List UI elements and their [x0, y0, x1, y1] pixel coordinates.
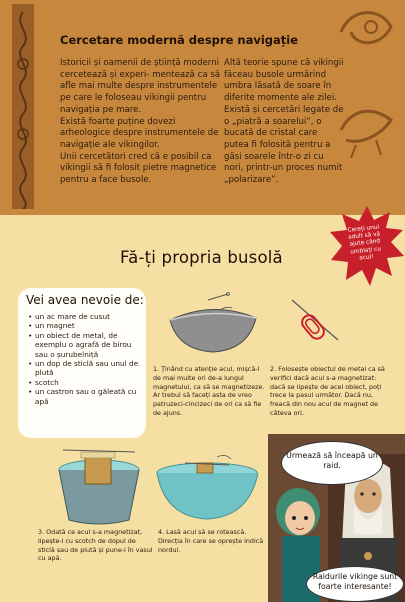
warning-text: Cereți unui adult să vă ajute când umblați cu acul!	[347, 224, 382, 262]
list-item: • un magnet	[28, 321, 144, 330]
research-paragraph: Există și cercetări legate de o „piatră a soarelui”, o bucată de cristal care putea fi folosită pentru a găsi soarele într-o zi cu nori, printr-un proces numit „polarizare”.	[224, 104, 344, 186]
bucket-cork-illustration	[55, 440, 143, 526]
carved-pillar-icon	[8, 4, 38, 209]
list-item: • un obiect de metal, de exemplu o agrafă de birou sau o șurubelniță	[28, 331, 144, 359]
speech-bubble-bottom: Raidurile vikinge sunt foarte interesante!	[306, 566, 404, 602]
speech-bubble-top: Urmează să înceapă un raid.	[281, 441, 383, 485]
step-1-text: 1. Ținând cu atenție acul, mișcă-l de mai multe ori de-a lungul magnetului, ca să se magnetizeze. Ar trebui să faceți asta de vreo patruzeci-cincizeci de ori ca să fie de ajuns.	[153, 365, 265, 417]
compass-title: Fă-ți propria busolă	[120, 248, 283, 267]
list-item: • scotch	[28, 378, 144, 387]
paperclip-needle-illustration	[288, 296, 343, 344]
research-panel	[0, 0, 405, 215]
magnet-needle-illustration	[168, 290, 258, 358]
materials-list	[28, 312, 144, 406]
list-item: • un castron sau o găleată cu apă	[28, 387, 144, 406]
step-3-text: 3. Odată ce acul s-a magnetizat, lipește-l cu scotch de dopul de sticlă sau de plută și pune-l în vasul cu apă.	[38, 528, 153, 563]
list-item: • un ac mare de cusut	[28, 312, 144, 321]
research-title: Cercetare modernă despre navigație	[60, 33, 298, 47]
materials-card	[18, 288, 146, 438]
step-4-text: 4. Lasă acul să se rotească. Direcția în care se oprește indică nordul.	[158, 528, 264, 554]
research-paragraph: Există foarte puține dovezi arheologice despre instrumentele de navigație ale vikingilor.	[60, 116, 219, 150]
research-paragraph: Unii cercetători cred că e posibil ca vikingii să fi folosit pietre magnetice pentru a face busole.	[60, 151, 217, 186]
rune-swirl-icon	[331, 2, 401, 62]
animal-carving-icon	[336, 90, 401, 160]
water-bowl-illustration	[155, 455, 260, 521]
list-item: • un dop de sticlă sau unul de plută	[28, 359, 144, 378]
research-paragraph: Altă teorie spune că vikingii făceau busole urmărind umbra lăsată de soare în diferite momente ale zilei.	[224, 58, 344, 104]
research-left-column	[60, 58, 225, 187]
materials-title: Vei avea nevoie de:	[26, 293, 144, 307]
step-2-text: 2. Folosește obiectul de metal ca să verifici dacă acul s-a magnetizat: dacă se lipește de acel obiect, poți trece la pasul următor. Dacă nu, freacă din nou acul de magnet de câteva ori.	[270, 365, 385, 417]
research-paragraph: Istoricii și oamenii de știință moderni cercetează și experi- mentează ca să afle mai multe despre instrumentele pe care le foloseau vikingii pentru navigația pe mare.	[60, 58, 221, 115]
research-right-column	[224, 58, 344, 187]
